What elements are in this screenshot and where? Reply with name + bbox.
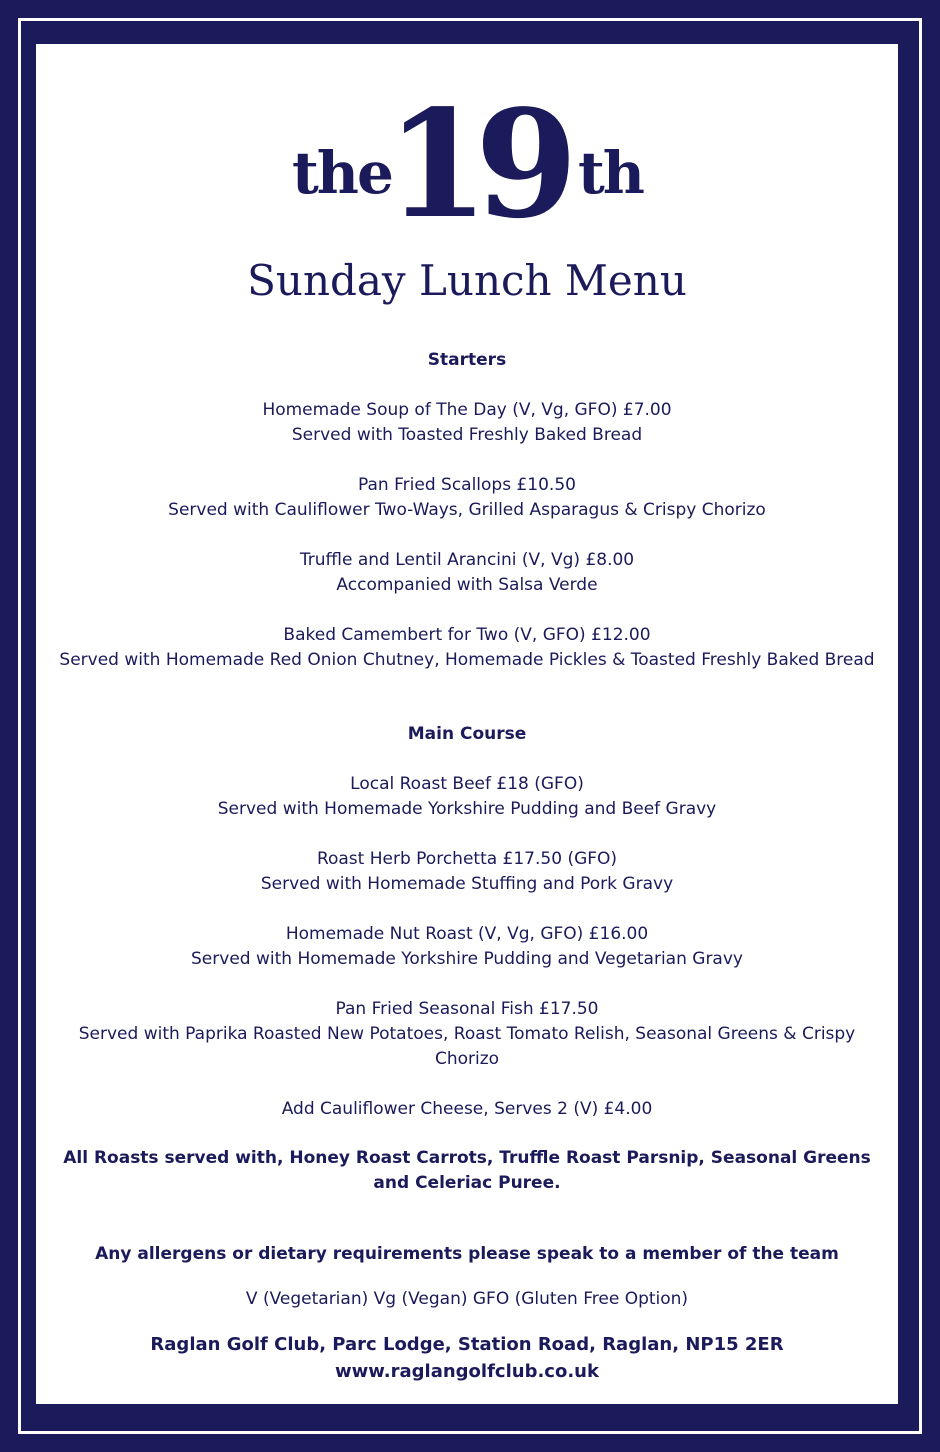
main-description: Served with Homemade Stuffing and Pork Gravy [260, 874, 674, 894]
main-name: Pan Fried Seasonal Fish £17.50 [335, 999, 599, 1019]
starter-description: Served with Homemade Red Onion Chutney, Homemade Pickles & Toasted Freshly Baked Bread [59, 650, 875, 670]
main-name: Homemade Nut Roast (V, Vg, GFO) £16.00 [285, 924, 649, 944]
footer-website[interactable]: www.raglangolfclub.co.uk [335, 1361, 599, 1382]
starter-name: Baked Camembert for Two (V, GFO) £12.00 [283, 625, 651, 645]
allergens-note: Any allergens or dietary requirements please speak to a member of the team [95, 1244, 839, 1264]
the-19th-logo [36, 77, 898, 272]
logo-prefix: the [292, 139, 392, 207]
starter-description: Served with Cauliflower Two-Ways, Grilled Asparagus & Crispy Chorizo [168, 500, 766, 520]
addon-item: Add Cauliflower Cheese, Serves 2 (V) £4.00 [281, 1099, 653, 1119]
starter-name: Pan Fried Scallops £10.50 [358, 475, 576, 495]
starter-description: Served with Toasted Freshly Baked Bread [291, 425, 643, 445]
roasts-note: All Roasts served with, Honey Roast Carrots, Truffle Roast Parsnip, Seasonal Greens and Celeriac Puree. [63, 1148, 871, 1193]
menu-title: Sunday Lunch Menu [247, 256, 687, 305]
logo-number: 19 [386, 77, 564, 251]
starter-name: Truffle and Lentil Arancini (V, Vg) £8.00 [299, 550, 635, 570]
logo-suffix: th [578, 139, 643, 207]
main-description: Served with Homemade Yorkshire Pudding and Vegetarian Gravy [191, 949, 743, 969]
starter-name: Homemade Soup of The Day (V, Vg, GFO) £7.00 [262, 400, 672, 420]
menu-panel [36, 44, 898, 1404]
dietary-legend: V (Vegetarian) Vg (Vegan) GFO (Gluten Free Option) [245, 1289, 689, 1309]
main-name: Roast Herb Porchetta £17.50 (GFO) [316, 849, 618, 869]
section-heading-starters: Starters [427, 350, 507, 370]
main-description: Served with Homemade Yorkshire Pudding and Beef Gravy [217, 799, 717, 819]
section-heading-main-course: Main Course [407, 724, 527, 744]
main-description: Served with Paprika Roasted New Potatoes, Roast Tomato Relish, Seasonal Greens & Crispy Chorizo [78, 1024, 856, 1069]
main-name: Local Roast Beef £18 (GFO) [350, 774, 584, 794]
footer-address: Raglan Golf Club, Parc Lodge, Station Road, Raglan, NP15 2ER [150, 1334, 784, 1355]
starter-description: Accompanied with Salsa Verde [336, 575, 598, 595]
